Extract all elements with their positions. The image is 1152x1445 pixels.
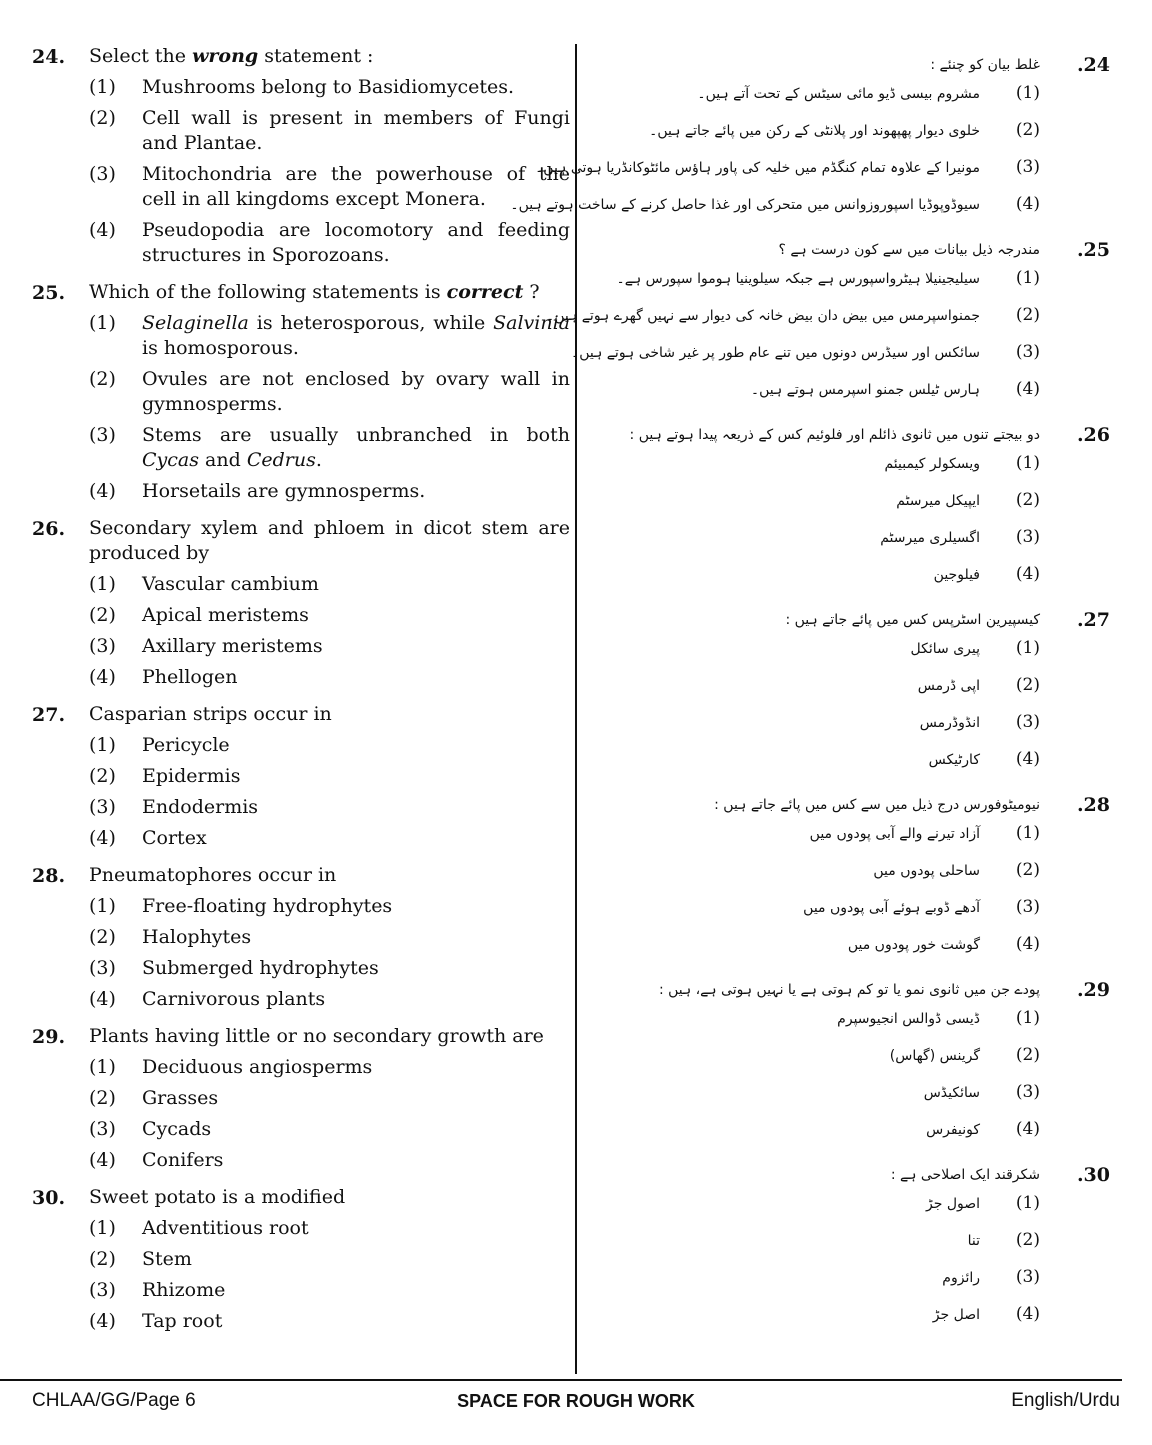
answer-option — [89, 1216, 570, 1241]
option-text — [142, 666, 238, 688]
urdu-option-number: (3) — [1015, 1082, 1040, 1102]
urdu-option-text: ڈیسی ڈوالس انجیوسپرم — [837, 1011, 980, 1027]
urdu-option-text: گوشت خور پودوں میں — [847, 937, 980, 953]
option-text — [142, 107, 570, 154]
option-number: (4) — [89, 1149, 116, 1171]
text-run: Axillary meristems — [142, 635, 323, 657]
text-run: Horsetails are gymnosperms. — [142, 480, 426, 502]
urdu-option-text: آدھے ڈوبے ہوئے آبی پودوں میں — [803, 900, 980, 916]
answer-option — [89, 106, 570, 156]
text-run: Stem — [142, 1248, 192, 1270]
urdu-option-text: تنا — [967, 1233, 980, 1249]
emphasis-text: correct — [446, 281, 524, 303]
urdu-question-28 — [590, 792, 1110, 966]
italic-text: Cycas — [142, 449, 199, 471]
text-run: is homosporous. — [142, 337, 299, 359]
urdu-answer-option — [590, 1040, 1110, 1077]
text-run: Mitochondria are the powerhouse of the cell in all kingdoms except Monera. — [142, 163, 570, 210]
option-text — [142, 1056, 372, 1078]
urdu-answer-option — [590, 559, 1110, 596]
option-number: (2) — [89, 1087, 116, 1109]
answer-option — [89, 75, 570, 100]
answer-option — [89, 367, 570, 417]
question-stem — [89, 280, 570, 305]
urdu-question-30 — [590, 1162, 1110, 1336]
option-number: (3) — [89, 1118, 116, 1140]
text-run: Cell wall is present in members of Fungi and Plantae. — [142, 107, 570, 154]
urdu-answer-option — [590, 1262, 1110, 1299]
question-stem — [89, 44, 570, 69]
question-28 — [32, 863, 570, 1012]
urdu-option-number: (4) — [1015, 934, 1040, 954]
urdu-option-number: (1) — [1015, 453, 1040, 473]
urdu-option-number: (1) — [1015, 268, 1040, 288]
option-number: (3) — [89, 796, 116, 818]
urdu-option-number: (1) — [1015, 1008, 1040, 1028]
urdu-question-stem: شکرقند ایک اصلاحی ہے : — [890, 1167, 1040, 1183]
text-run: Free-floating hydrophytes — [142, 895, 393, 917]
urdu-question-29 — [590, 977, 1110, 1151]
urdu-question-number: .24 — [1076, 54, 1110, 76]
text-run: Cycads — [142, 1118, 212, 1140]
text-run: Mushrooms belong to Basidiomycetes. — [142, 76, 515, 98]
urdu-option-number: (3) — [1015, 527, 1040, 547]
urdu-option-text: سیوڈوپوڈیا اسپوروزوانس میں متحرکی اور غذا حاصل کرنے کے ساخت ہوتے ہیں۔ — [510, 197, 980, 213]
question-27 — [32, 702, 570, 851]
text-run: is heterosporous, while — [248, 312, 494, 334]
urdu-option-number: (1) — [1015, 83, 1040, 103]
text-run: Conifers — [142, 1149, 224, 1171]
answer-option — [89, 423, 570, 473]
urdu-answer-option — [590, 929, 1110, 966]
urdu-question-stem: دو بیجتے تنوں میں ثانوی ذائلم اور فلوئیم کس کے ذریعہ پیدا ہوتے ہیں : — [629, 427, 1040, 443]
option-number: (2) — [89, 368, 116, 390]
urdu-option-text: مونیرا کے علاوہ تمام کنگڈم میں خلیہ کی پاور ہاؤس مائٹوکانڈریا ہوتی ہیں۔ — [535, 160, 980, 176]
text-run: Secondary xylem and phloem in dicot stem are produced by — [89, 517, 570, 564]
answer-option — [89, 311, 570, 361]
option-number: (2) — [89, 765, 116, 787]
urdu-option-text: فیلوجین — [933, 567, 980, 583]
text-run: Rhizome — [142, 1279, 226, 1301]
urdu-answer-option — [590, 818, 1110, 855]
urdu-option-text: سائکیڈس — [923, 1085, 980, 1101]
urdu-answer-option — [590, 522, 1110, 559]
urdu-question-stem: کیسپیرین اسٹرپس کس میں پائے جاتے ہیں : — [785, 612, 1040, 628]
text-run: Submerged hydrophytes — [142, 957, 379, 979]
text-run: Vascular cambium — [142, 573, 319, 595]
answer-option — [89, 795, 570, 820]
question-29 — [32, 1024, 570, 1173]
option-number: (4) — [89, 480, 116, 502]
question-stem — [89, 1185, 570, 1210]
option-number: (2) — [89, 926, 116, 948]
answer-option — [89, 218, 570, 268]
option-number: (3) — [89, 957, 116, 979]
option-text — [142, 312, 570, 359]
urdu-question-24 — [510, 52, 1110, 226]
text-run: Phellogen — [142, 666, 238, 688]
text-run: Which of the following statements is — [89, 281, 447, 303]
urdu-answer-option — [590, 115, 1110, 152]
answer-option — [89, 1148, 570, 1173]
option-number: (2) — [89, 107, 116, 129]
urdu-option-text: ویسکولر کیمبیئم — [884, 456, 980, 472]
italic-text: Cedrus — [246, 449, 316, 471]
option-text — [142, 796, 258, 818]
option-text — [142, 926, 251, 948]
urdu-question-number: .30 — [1076, 1164, 1110, 1186]
urdu-option-text: گرینس (گھاس) — [889, 1048, 980, 1064]
option-text — [142, 424, 570, 471]
option-text — [142, 480, 425, 502]
question-number: 27. — [32, 704, 66, 726]
text-run: Ovules are not enclosed by ovary wall in gymnosperms. — [142, 368, 570, 415]
urdu-option-number: (2) — [1015, 1045, 1040, 1065]
option-text — [142, 219, 570, 266]
urdu-answer-option — [590, 855, 1110, 892]
text-run: Deciduous angiosperms — [142, 1056, 373, 1078]
urdu-option-number: (3) — [1015, 712, 1040, 732]
urdu-option-text: اصل جڑ — [932, 1307, 980, 1323]
urdu-question-stem: نیومیٹوفورس درج ذیل میں سے کس میں پائے جاتے ہیں : — [714, 797, 1040, 813]
option-number: (2) — [89, 1248, 116, 1270]
urdu-answer-option — [590, 670, 1110, 707]
option-text — [142, 988, 325, 1010]
question-stem — [89, 516, 570, 566]
option-number: (3) — [89, 1279, 116, 1301]
urdu-option-number: (4) — [1015, 1304, 1040, 1324]
urdu-answer-option — [590, 1188, 1110, 1225]
text-run: Tap root — [142, 1310, 223, 1332]
text-run: Casparian strips occur in — [89, 703, 332, 725]
italic-text: Selaginella — [142, 312, 249, 334]
text-run: Endodermis — [142, 796, 259, 818]
answer-option — [89, 665, 570, 690]
urdu-option-text: خلوی دیوار پھپھوند اور پلانٹی کے رکن میں پائے جاتے ہیں۔ — [649, 123, 980, 139]
urdu-answer-option — [590, 633, 1110, 670]
urdu-option-number: (1) — [1015, 638, 1040, 658]
option-text — [142, 1279, 225, 1301]
text-run: Apical meristems — [142, 604, 309, 626]
urdu-question-number: .27 — [1076, 609, 1110, 631]
option-text — [142, 895, 392, 917]
text-run: Epidermis — [142, 765, 241, 787]
answer-option — [89, 764, 570, 789]
option-number: (4) — [89, 219, 116, 241]
urdu-option-number: (2) — [1015, 120, 1040, 140]
option-text — [142, 1118, 211, 1140]
option-number: (1) — [89, 1217, 116, 1239]
answer-option — [89, 634, 570, 659]
urdu-answer-option — [535, 152, 1110, 189]
urdu-option-number: (3) — [1015, 157, 1040, 177]
urdu-question-stem: مندرجہ ذیل بیانات میں سے کون درست ہے ؟ — [778, 242, 1040, 258]
urdu-answer-option — [590, 78, 1110, 115]
text-run: Carnivorous plants — [142, 988, 326, 1010]
urdu-option-number: (3) — [1015, 1267, 1040, 1287]
urdu-question-stem: غلط بیان کو چنئے : — [930, 57, 1040, 73]
urdu-option-text: رائزوم — [942, 1270, 980, 1286]
option-text — [142, 734, 230, 756]
answer-option — [89, 733, 570, 758]
text-run: Pseudopodia are locomotory and feeding structures in Sporozoans. — [142, 219, 570, 266]
question-stem — [89, 1024, 570, 1049]
urdu-question-25 — [545, 237, 1110, 411]
rough-work-label: SPACE FOR ROUGH WORK — [457, 1391, 695, 1411]
answer-option — [89, 1055, 570, 1080]
page-code: CHLAA/GG/Page 6 — [32, 1390, 196, 1411]
text-run: statement : — [258, 45, 374, 67]
answer-option — [89, 1309, 570, 1334]
option-text — [142, 765, 240, 787]
urdu-question-26 — [590, 422, 1110, 596]
urdu-option-number: (4) — [1015, 194, 1040, 214]
urdu-option-text: مشروم بیسی ڈیو مائی سیٹس کے تحت آتے ہیں۔ — [697, 86, 980, 102]
question-number: 30. — [32, 1187, 66, 1209]
option-number: (3) — [89, 163, 116, 185]
text-run: and — [199, 449, 247, 471]
urdu-option-number: (2) — [1015, 490, 1040, 510]
option-text — [142, 76, 514, 98]
text-run: Cortex — [142, 827, 207, 849]
urdu-question-number: .28 — [1076, 794, 1110, 816]
urdu-option-number: (4) — [1015, 564, 1040, 584]
urdu-option-text: اصول جڑ — [925, 1196, 980, 1212]
option-number: (4) — [89, 827, 116, 849]
question-24 — [32, 44, 570, 268]
text-run: Plants having little or no secondary growth are — [89, 1025, 544, 1047]
question-number: 28. — [32, 865, 66, 887]
urdu-question-number: .25 — [1076, 239, 1110, 261]
italic-text: Salvinia — [493, 312, 570, 334]
option-text — [142, 163, 570, 210]
text-run: Grasses — [142, 1087, 219, 1109]
option-text — [142, 368, 570, 415]
urdu-answer-option — [590, 374, 1110, 411]
urdu-option-number: (4) — [1015, 749, 1040, 769]
option-number: (1) — [89, 1056, 116, 1078]
urdu-answer-option — [590, 1114, 1110, 1151]
urdu-answer-option — [545, 300, 1110, 337]
option-text — [142, 1087, 218, 1109]
emphasis-text: wrong — [192, 45, 259, 67]
text-run: Pericycle — [142, 734, 230, 756]
option-number: (4) — [89, 1310, 116, 1332]
urdu-answer-option — [590, 892, 1110, 929]
urdu-answer-option — [590, 707, 1110, 744]
option-number: (1) — [89, 312, 116, 334]
text-run: Pneumatophores occur in — [89, 864, 337, 886]
urdu-option-text: ایپیکل میرسٹم — [896, 493, 980, 509]
question-26 — [32, 516, 570, 690]
urdu-option-number: (2) — [1015, 1230, 1040, 1250]
urdu-option-number: (2) — [1015, 675, 1040, 695]
question-30 — [32, 1185, 570, 1334]
question-number: 26. — [32, 518, 66, 540]
urdu-answer-option — [590, 448, 1110, 485]
urdu-option-text: اگسیلری میرسٹم — [880, 530, 980, 546]
answer-option — [89, 1278, 570, 1303]
urdu-option-text: آزاد تیرنے والے آبی پودوں میں — [809, 826, 980, 842]
answer-option — [89, 956, 570, 981]
urdu-option-number: (1) — [1015, 1193, 1040, 1213]
option-number: (1) — [89, 895, 116, 917]
english-column — [32, 44, 570, 1346]
urdu-question-27 — [590, 607, 1110, 781]
option-number: (3) — [89, 424, 116, 446]
urdu-answer-option — [570, 337, 1110, 374]
urdu-option-number: (2) — [1015, 860, 1040, 880]
urdu-answer-option — [510, 189, 1110, 226]
urdu-option-number: (2) — [1015, 305, 1040, 325]
urdu-answer-option — [590, 263, 1110, 300]
urdu-question-stem: پودے جن میں ثانوی نمو یا تو کم ہوتی ہے یا نہیں ہوتی ہے، ہیں : — [658, 982, 1040, 998]
urdu-option-text: اپی ڈرمس — [917, 678, 980, 694]
option-number: (4) — [89, 666, 116, 688]
urdu-option-number: (4) — [1015, 1119, 1040, 1139]
urdu-option-text: پیری سائکل — [910, 641, 980, 657]
urdu-answer-option — [590, 1299, 1110, 1336]
text-run: ? — [523, 281, 540, 303]
urdu-option-text: جمنواسپرمس میں بیض دان بیض خانہ کی دیوار سے نہیں گھرے ہوتے ہیں۔ — [545, 308, 980, 324]
question-stem — [89, 863, 570, 888]
answer-option — [89, 925, 570, 950]
text-run: Adventitious root — [142, 1217, 309, 1239]
footer-rule — [0, 1379, 1122, 1381]
option-text — [142, 827, 207, 849]
question-number: 24. — [32, 46, 66, 68]
answer-option — [89, 603, 570, 628]
urdu-option-number: (3) — [1015, 897, 1040, 917]
urdu-question-number: .29 — [1076, 979, 1110, 1001]
text-run: Stems are usually unbranched in both — [142, 424, 570, 446]
text-run: Sweet potato is a modified — [89, 1186, 346, 1208]
option-text — [142, 957, 379, 979]
urdu-option-text: ساحلی پودوں میں — [873, 863, 980, 879]
page-footer — [32, 1390, 1120, 1414]
text-run: Halophytes — [142, 926, 252, 948]
urdu-answer-option — [590, 744, 1110, 781]
answer-option — [89, 1086, 570, 1111]
urdu-option-number: (1) — [1015, 823, 1040, 843]
urdu-option-text: سائکس اور سیڈرس دونوں میں تنے عام طور پر غیر شاخی ہوتے ہیں۔ — [570, 345, 980, 361]
urdu-answer-option — [590, 1003, 1110, 1040]
column-divider — [575, 44, 577, 1374]
option-number: (1) — [89, 734, 116, 756]
option-number: (2) — [89, 604, 116, 626]
option-text — [142, 635, 323, 657]
option-text — [142, 1248, 192, 1270]
text-run: . — [315, 449, 322, 471]
option-text — [142, 1310, 222, 1332]
urdu-answer-option — [590, 1225, 1110, 1262]
option-text — [142, 604, 309, 626]
option-number: (4) — [89, 988, 116, 1010]
answer-option — [89, 162, 570, 212]
urdu-option-number: (4) — [1015, 379, 1040, 399]
language-label: English/Urdu — [1011, 1390, 1120, 1411]
question-number: 29. — [32, 1026, 66, 1048]
question-stem — [89, 702, 570, 727]
answer-option — [89, 572, 570, 597]
answer-option — [89, 894, 570, 919]
answer-option — [89, 987, 570, 1012]
question-number: 25. — [32, 282, 66, 304]
urdu-option-text: کارٹیکس — [928, 752, 980, 768]
question-25 — [32, 280, 570, 504]
urdu-answer-option — [590, 485, 1110, 522]
option-text — [142, 1149, 223, 1171]
urdu-option-text: کونیفرس — [926, 1122, 980, 1138]
urdu-question-number: .26 — [1076, 424, 1110, 446]
answer-option — [89, 1117, 570, 1142]
option-number: (1) — [89, 573, 116, 595]
text-run: Select the — [89, 45, 193, 67]
option-number: (1) — [89, 76, 116, 98]
option-text — [142, 573, 319, 595]
urdu-option-text: انڈوڈرمس — [919, 715, 980, 731]
urdu-option-number: (3) — [1015, 342, 1040, 362]
option-number: (3) — [89, 635, 116, 657]
option-text — [142, 1217, 309, 1239]
urdu-answer-option — [590, 1077, 1110, 1114]
answer-option — [89, 826, 570, 851]
urdu-option-text: ہارس ٹیلس جمنو اسپرمس ہوتے ہیں۔ — [750, 382, 980, 398]
urdu-option-text: سیلیجینیلا ہیٹرواسپورس ہے جبکہ سیلوینیا ہوموا سپورس ہے۔ — [616, 271, 980, 287]
answer-option — [89, 479, 570, 504]
answer-option — [89, 1247, 570, 1272]
